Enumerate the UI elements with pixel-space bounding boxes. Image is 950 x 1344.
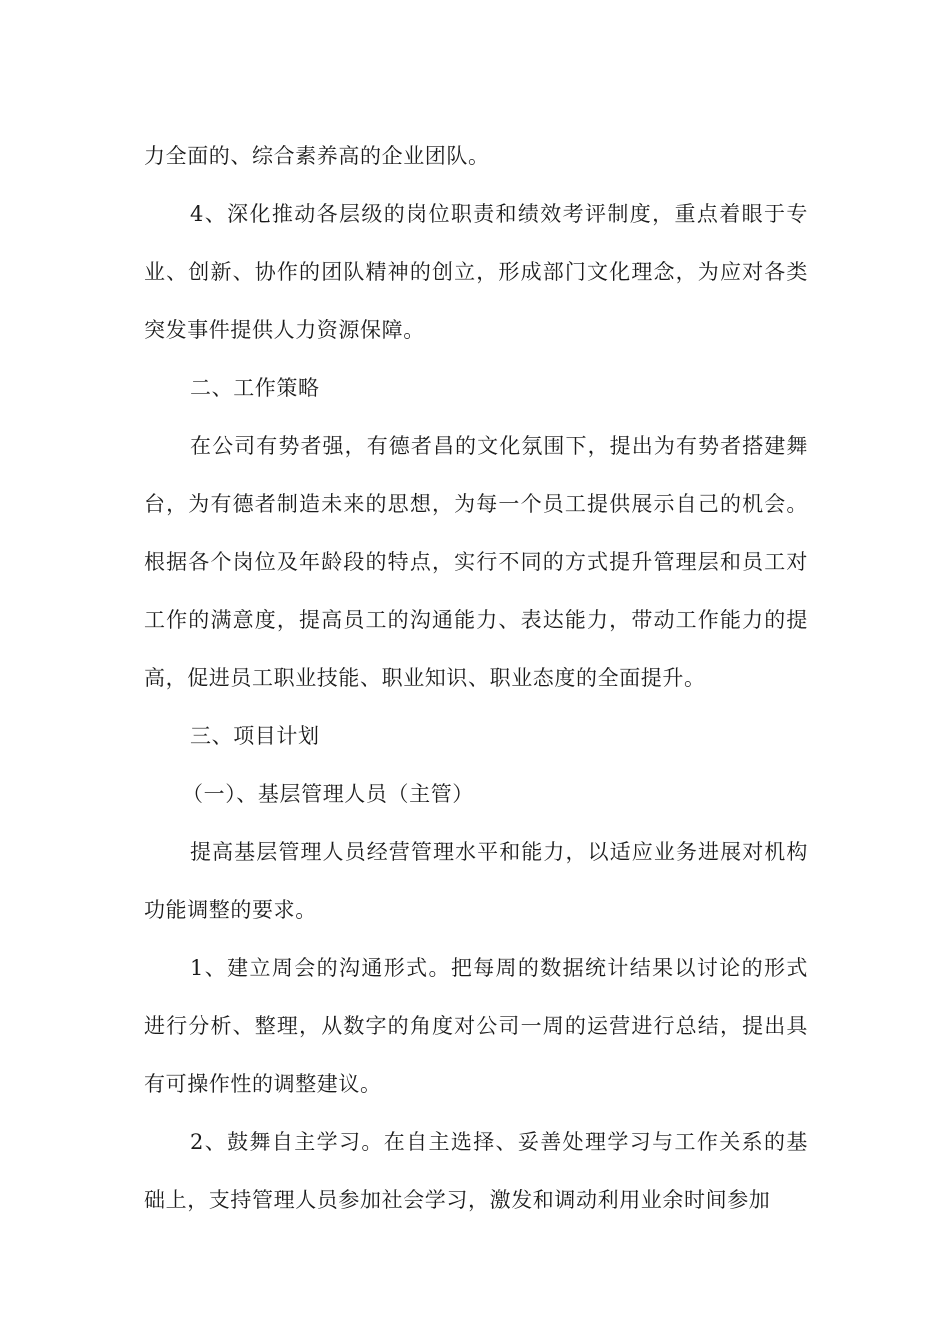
paragraph-continuation: 力全面的、综合素养高的企业团队。 — [144, 144, 490, 168]
paragraph-item-2: 2、鼓舞自主学习。在自主选择、妥善处理学习与工作关系的基础上，支持管理人员参加社会学习，激发和调动利用业余时间参加 — [144, 1130, 808, 1212]
paragraph-item-1: 1、建立周会的沟通形式。把每周的数据统计结果以讨论的形式进行分析、整理，从数字的角度对公司一周的运营进行总结，提出具有可操作性的调整建议。 — [144, 956, 808, 1096]
section-heading-project-plan: 三、项目计划 — [190, 724, 320, 748]
subsection-heading-grassroots-managers: （一）、基层管理人员（主管） — [182, 782, 474, 806]
paragraph-item-4: 4、深化推动各层级的岗位职责和绩效考评制度，重点着眼于专业、创新、协作的团队精神的创立，形成部门文化理念，为应对各类突发事件提供人力资源保障。 — [144, 202, 808, 342]
paragraph-strategy: 在公司有势者强，有德者昌的文化氛围下，提出为有势者搭建舞台，为有德者制造未来的思想，为每一个员工提供展示自己的机会。根据各个岗位及年龄段的特点，实行不同的方式提升管理层和员工对工作的满意度，提高员工的沟通能力、表达能力，带动工作能力的提高，促进员工职业技能、职业知识、职业态度的全面提升。 — [144, 434, 808, 690]
paragraph-goal: 提高基层管理人员经营管理水平和能力，以适应业务进展对机构功能调整的要求。 — [144, 840, 808, 922]
section-heading-work-strategy: 二、工作策略 — [190, 376, 320, 400]
document-body — [144, 127, 808, 1229]
